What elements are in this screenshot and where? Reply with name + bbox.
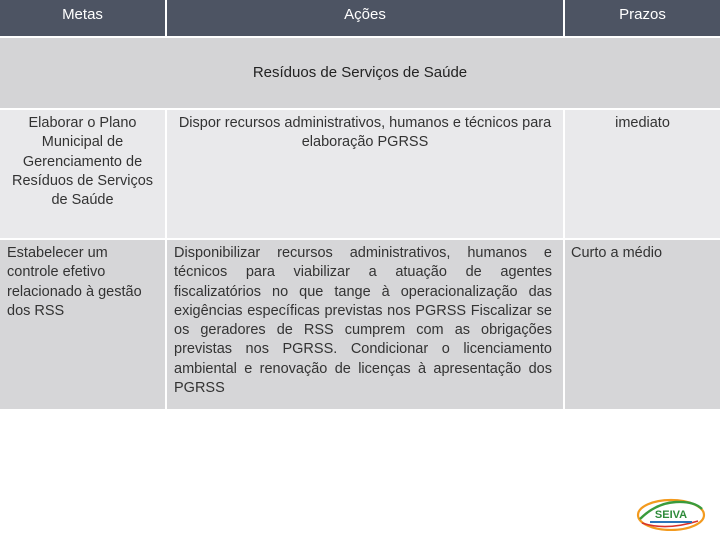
row1-prazo-cell bbox=[565, 110, 720, 238]
header-acoes bbox=[167, 0, 563, 36]
row2-acao-cell bbox=[167, 240, 563, 409]
row2-meta-cell bbox=[0, 240, 165, 409]
section-title-row bbox=[0, 38, 720, 108]
header-prazos bbox=[565, 0, 720, 36]
row2-meta: Estabelecer um controle efetivo relacionado à gestão dos RSS bbox=[7, 245, 142, 319]
row1-acao: Dispor recursos administrativos, humanos e técnicos para elaboração PGRSS bbox=[178, 115, 552, 151]
seiva-logo-graphic bbox=[636, 497, 706, 531]
header-metas bbox=[0, 0, 165, 36]
section-title: Resíduos de Serviços de Saúde bbox=[252, 64, 468, 81]
header-acoes-label: Ações bbox=[344, 6, 386, 23]
row1-meta-cell bbox=[0, 110, 165, 238]
row1-acao-cell bbox=[167, 110, 563, 238]
seiva-logo-text: SEIVA bbox=[654, 509, 688, 521]
header-prazos-label: Prazos bbox=[619, 6, 666, 23]
row1-meta: Elaborar o Plano Municipal de Gerenciamento de Resíduos de Serviços de Saúde bbox=[11, 115, 154, 209]
header-metas-label: Metas bbox=[62, 6, 103, 23]
seiva-logo bbox=[636, 497, 706, 531]
row2-prazo-cell bbox=[565, 240, 720, 409]
row1-prazo: imediato bbox=[615, 115, 670, 131]
row2-prazo: Curto a médio bbox=[571, 245, 663, 261]
row2-acao: Disponibilizar recursos administrativos, humanos e técnicos para viabilizar a atuação de agentes fiscalizatórios no que tange à operacionalização das exigências específicas previstas nos PGRSS Fiscalizar se os geradores de RSS cumprem com as obrigações previstas nos PGRSS. Condicionar o licenciamento ambiental e renovação de licenças à apresentação dos PGRSS bbox=[174, 245, 552, 397]
